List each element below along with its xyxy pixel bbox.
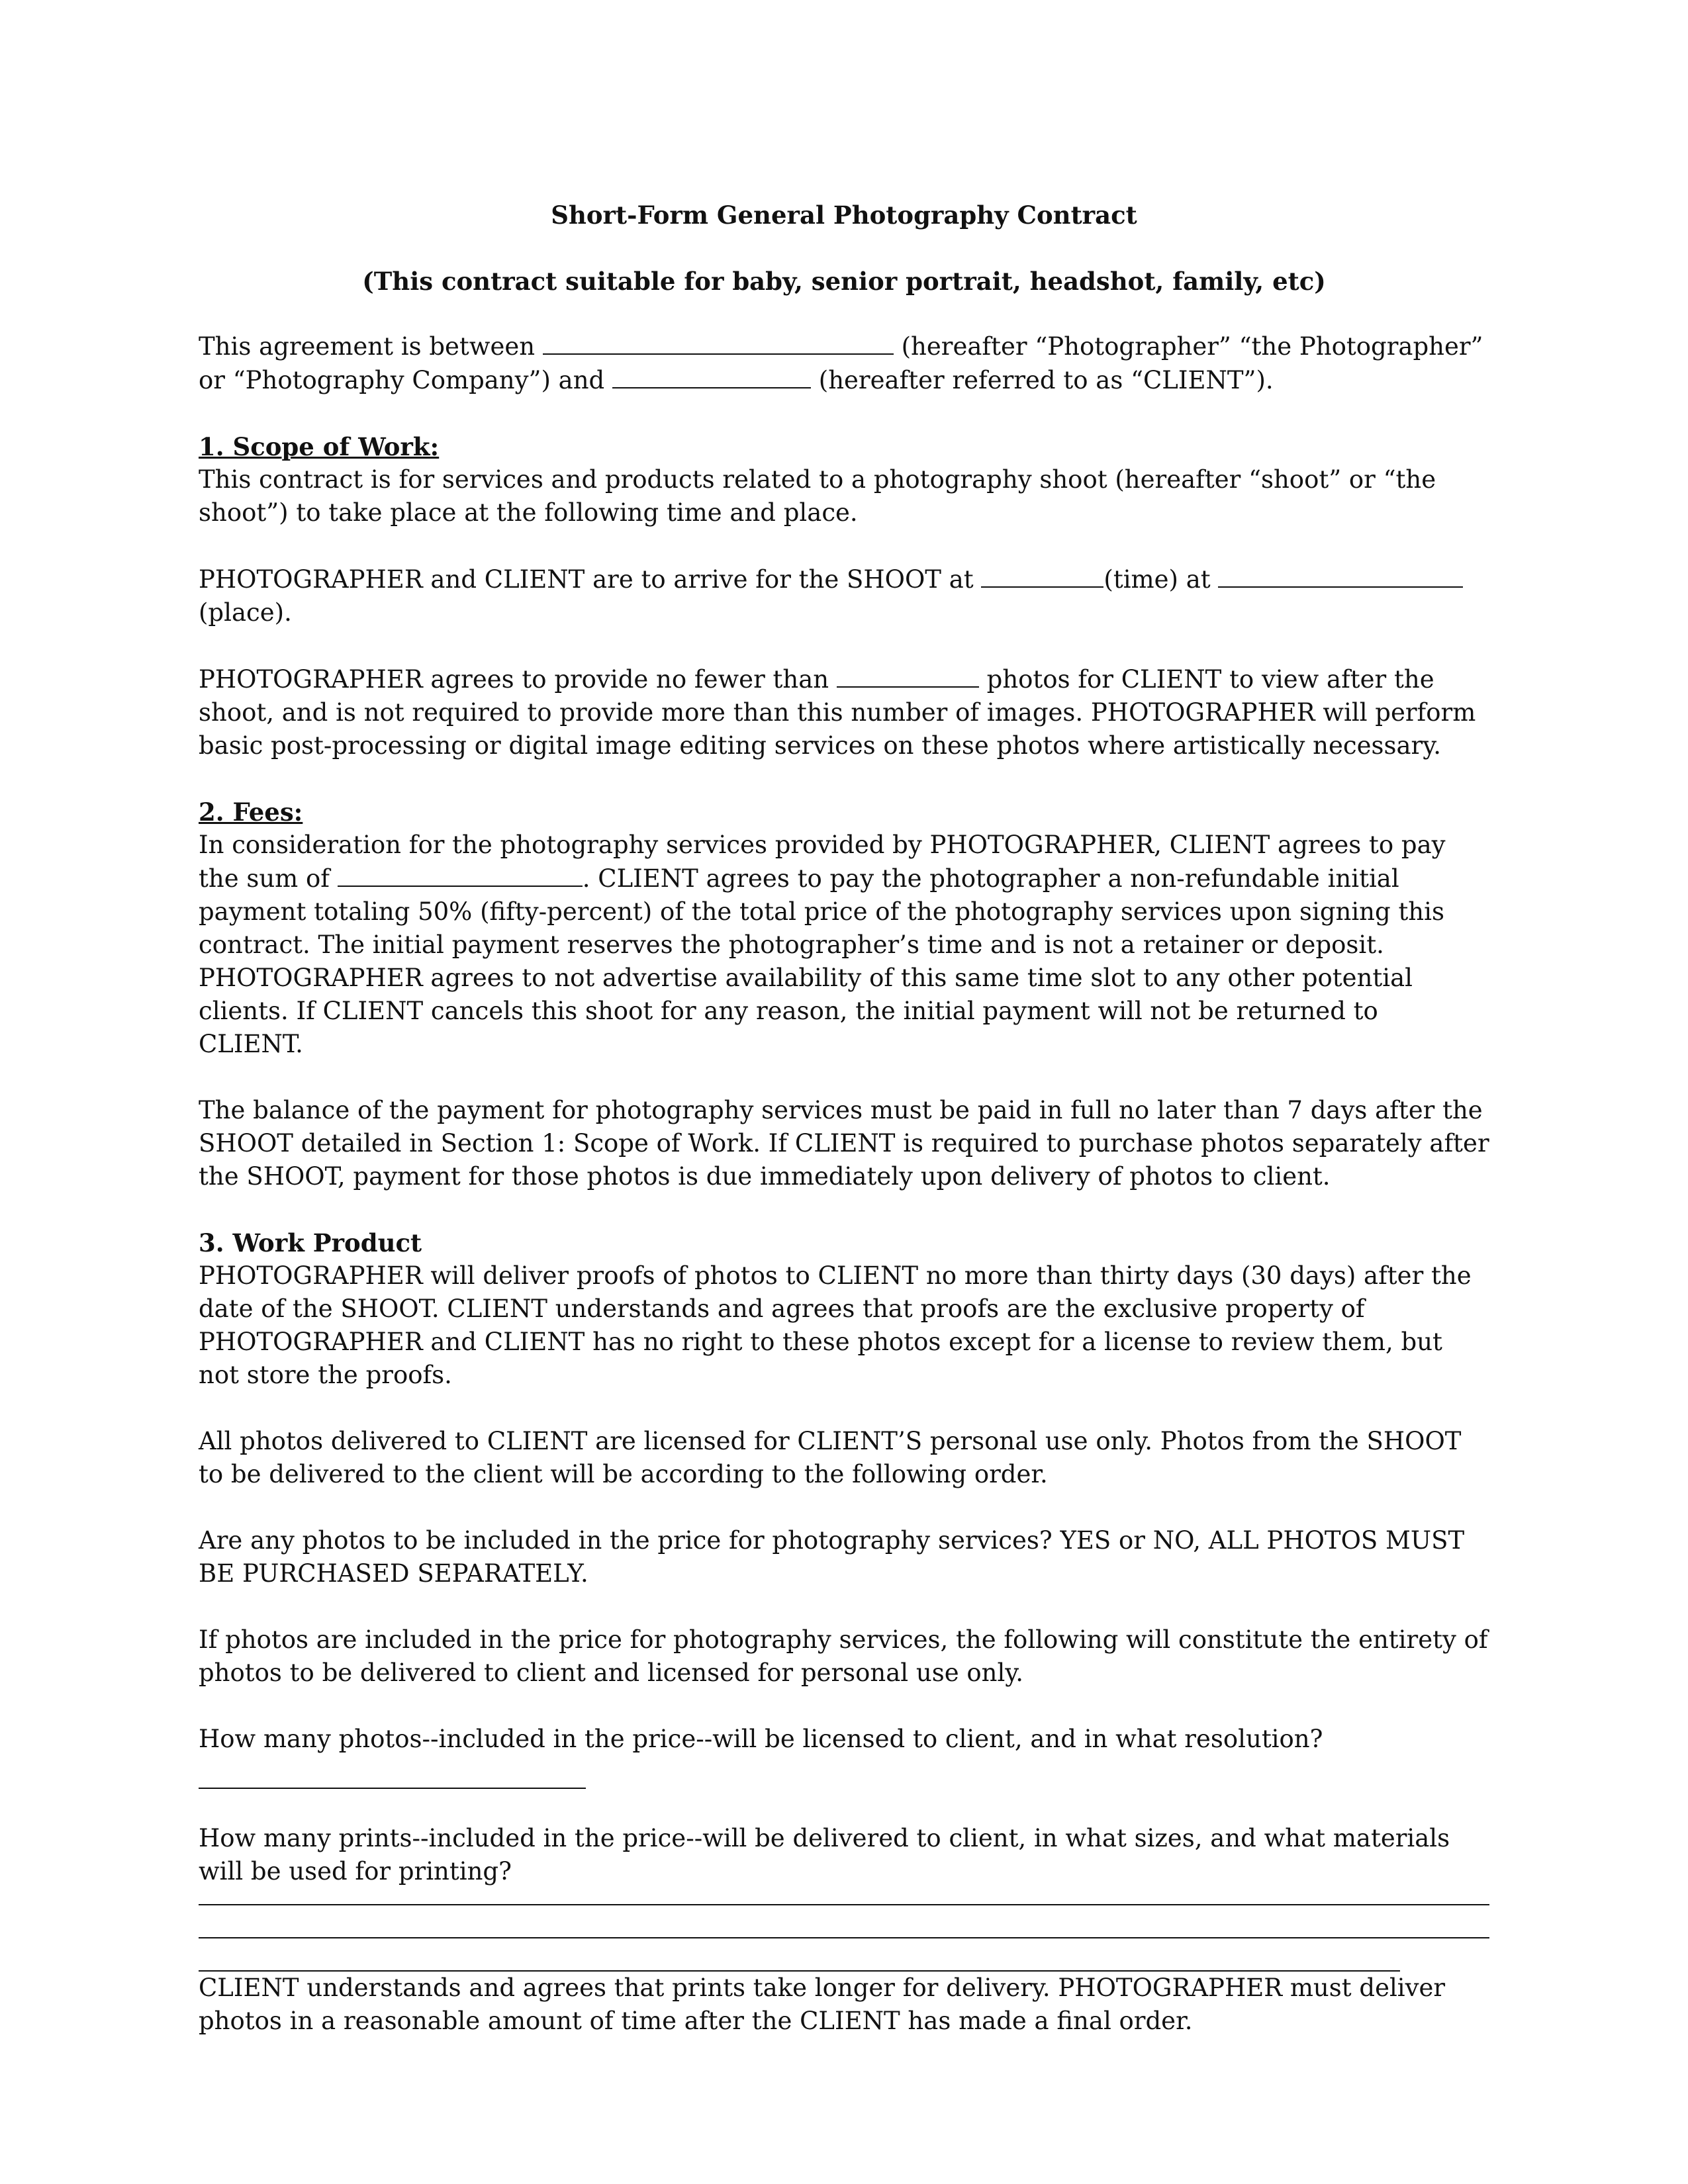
photos-resolution-question: How many photos--included in the price--will be licensed to client, and in what resolution? <box>199 1725 1323 1753</box>
place-label: (place). <box>199 598 292 627</box>
intro-text-c: (hereafter referred to as “CLIENT”). <box>818 366 1274 394</box>
time-label: (time) at <box>1103 565 1211 594</box>
prints-delivery-paragraph: CLIENT understands and agrees that prints take longer for delivery. PHOTOGRAPHER must deliver photos in a reasonable amount of time after the CLIENT has made a final order. <box>199 1974 1446 2035</box>
prints-answer-line-3[interactable] <box>199 1938 1400 1972</box>
section-2-paragraph-2: The balance of the payment for photography services must be paid in full no later than 7 days after the SHOOT detailed in Section 1: Scope of Work. If CLIENT is required to purchase photos separately after the SHOOT, payment for those photos is due immediately upon delivery of photos to client. <box>199 1096 1489 1191</box>
photos-resolution-answer-line[interactable] <box>199 1756 586 1789</box>
section-3-paragraph-4: If photos are included in the price for photography services, the following will constitute the entirety of photos to be delivered to client and licensed for personal use only. <box>199 1625 1488 1687</box>
photo-count-text-a: PHOTOGRAPHER agrees to provide no fewer than <box>199 665 829 694</box>
photo-count-text-b: photos for CLIENT to view after the shoot, and is not required to provide more than this number of images. PHOTOGRAPHER will perform basic post-processing or digital image editing services on these photos where artistically necessary. <box>199 665 1476 760</box>
included-photos-question: Are any photos to be included in the price for photography services? YES or NO, ALL PHOTOS MUST BE PURCHASED SEPARATELY. <box>199 1526 1465 1588</box>
document-subtitle: (This contract suitable for baby, senior portrait, headshot, family, etc) <box>362 267 1326 296</box>
shoot-place-blank[interactable] <box>1218 563 1463 588</box>
intro-text-b: (hereafter “Photographer” “the Photographer” or “Photography Company”) and <box>199 332 1483 394</box>
section-2-paragraph-1 <box>199 829 1489 1061</box>
document-title: Short-Form General Photography Contract <box>551 201 1137 230</box>
intro-text-a: This agreement is between <box>199 332 536 361</box>
prints-question: How many prints--included in the price--will be delivered to client, in what sizes, and what materials will be used for printing? <box>199 1824 1450 1886</box>
fee-text-b: . CLIENT agrees to pay the photographer a non-refundable initial payment totaling 50% (fifty-percent) of the total price of the photography services upon signing this contract. The initial payment reserves the photographer’s time and is not a retainer or deposit. PHOTOGRAPHER agrees to not advertise availability of this same time slot to any other potential clients. If CLIENT cancels this shoot for any reason, the initial payment will not be returned to CLIENT. <box>199 864 1444 1058</box>
fee-text-a: In consideration for the photography services provided by PHOTOGRAPHER, CLIENT agrees to pay the sum of <box>199 831 1446 893</box>
prints-answer-line-2[interactable] <box>199 1905 1489 1938</box>
shoot-time-blank[interactable] <box>981 563 1103 588</box>
section-3-paragraph-2: All photos delivered to CLIENT are licensed for CLIENT’S personal use only. Photos from the SHOOT to be delivered to the client will be according to the following order. <box>199 1427 1462 1488</box>
prints-answer-line-1[interactable] <box>199 1888 1489 1905</box>
section-1-heading: 1. Scope of Work: <box>199 432 440 461</box>
intro-paragraph <box>199 330 1489 397</box>
arrival-text: PHOTOGRAPHER and CLIENT are to arrive for the SHOOT at <box>199 565 974 594</box>
section-1-paragraph-2 <box>199 563 1489 629</box>
fee-amount-blank[interactable] <box>338 862 583 887</box>
section-1-paragraph-3 <box>199 662 1489 762</box>
client-name-blank[interactable] <box>612 363 811 388</box>
contract-page <box>199 199 1489 2071</box>
section-3-heading: 3. Work Product <box>199 1228 422 1257</box>
photographer-name-blank[interactable] <box>543 330 894 355</box>
section-2-heading: 2. Fees: <box>199 797 303 827</box>
section-1-paragraph-1: This contract is for services and products related to a photography shoot (hereafter “shoot” or “the shoot”) to take place at the following time and place. <box>199 465 1436 527</box>
section-3-paragraph-1: PHOTOGRAPHER will deliver proofs of photos to CLIENT no more than thirty days (30 days) after the date of the SHOOT. CLIENT understands and agrees that proofs are the exclusive property of PHOTOGRAPHER and CLIENT has no right to these photos except for a license to review them, but not store the proofs. <box>199 1261 1472 1389</box>
photo-count-blank[interactable] <box>837 662 979 688</box>
